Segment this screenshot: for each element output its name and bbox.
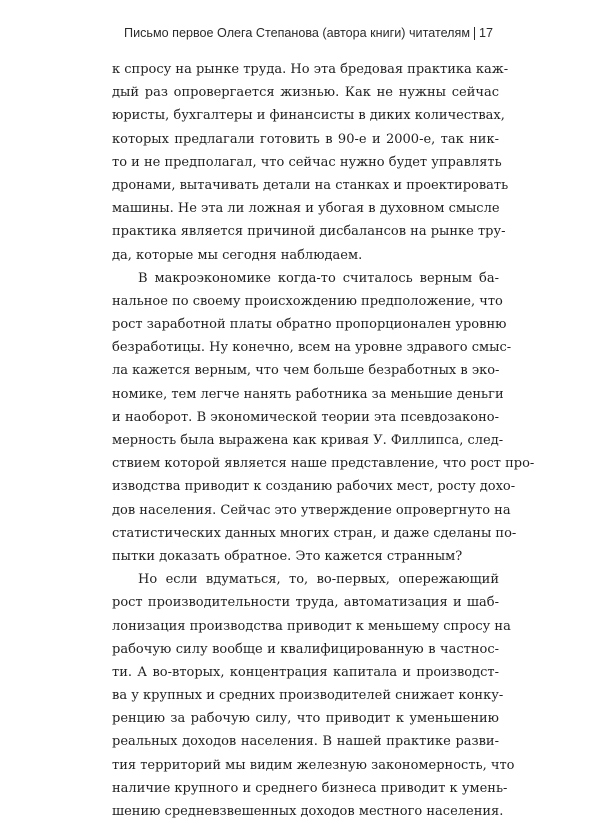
running-header (124, 26, 493, 40)
body-text (112, 58, 535, 823)
page-number: 17 (478, 26, 493, 40)
header-separator (474, 27, 475, 40)
text-line: ти. А во-вторых, концентрация капитала и производст- (112, 664, 499, 680)
text-line: номике, тем легче нанять работника за меньшие деньги (112, 386, 504, 402)
text-line: шению средневзвешенных доходов местного населения. (112, 804, 504, 819)
text-line: дый раз опровергается жизнью. Как не нужны сейчас (112, 85, 499, 101)
text-line: мерность была выражена как кривая У. Филлипса, след- (112, 433, 504, 448)
text-line: изводства приводит к созданию рабочих мест, росту дохо- (112, 479, 516, 495)
text-line: которых предлагали готовить в 90-е и 2000-е, так ник- (112, 131, 499, 147)
text-line: Но если вдуматься, то, во-первых, опережающий (138, 572, 499, 588)
paragraph (112, 568, 515, 823)
text-line: практика является причиной дисбалансов на рынке тру- (112, 224, 506, 240)
text-line: тия территорий мы видим железную закономерность, что (112, 757, 515, 773)
text-line: наличие крупного и среднего бизнеса приводит к умень- (112, 780, 508, 796)
text-line: ва у крупных и средних производителей снижает конку- (112, 688, 504, 704)
text-line: то и не предполагал, что сейчас нужно будет управлять (112, 154, 502, 170)
text-line: да, которые мы сегодня наблюдаем. (112, 247, 363, 263)
text-line: юристы, бухгалтеры и финансисты в диких количествах, (112, 108, 505, 124)
text-line: нальное по своему происхождению предположение, что (112, 293, 503, 309)
header-title: Письмо первое Олега Степанова (автора книги) читателям (124, 26, 470, 40)
text-line: дов населения. Сейчас это утверждение опровергнуто на (112, 502, 511, 518)
text-line: ствием которой является наше представление, что рост про- (112, 456, 535, 472)
text-line: машины. Не эта ли ложная и убогая в духовном смысле (112, 201, 500, 217)
text-line: безработицы. Ну конечно, всем на уровне здравого смыс- (112, 340, 512, 356)
text-line: лонизация производства приводит к меньшему спросу на (112, 618, 511, 634)
text-line: пытки доказать обратное. Это кажется странным? (112, 548, 463, 564)
text-line: рост заработной платы обратно пропорционален уровню (112, 317, 507, 333)
text-line: ренцию за рабочую силу, что приводит к уменьшению (112, 711, 499, 727)
paragraph (112, 267, 535, 568)
text-line: и наоборот. В экономической теории эта псевдозаконо- (112, 409, 499, 425)
text-line: дронами, вытачивать детали на станках и проектировать (112, 177, 509, 193)
text-line: статистических данных многих стран, и даже сделаны по- (112, 525, 517, 541)
text-line: рабочую силу вообще и квалифицированную в частнос- (112, 641, 499, 657)
text-line: ла кажется верным, что чем больше безработных в эко- (112, 363, 500, 379)
text-line: В макроэкономике когда-то считалось верным ба- (138, 270, 499, 286)
text-line: к спросу на рынке труда. Но эта бредовая практика каж- (112, 62, 509, 77)
text-line: рост производительности труда, автоматизация и шаб- (112, 595, 499, 611)
text-line: реальных доходов населения. В нашей практике разви- (112, 734, 499, 750)
paragraph (112, 58, 509, 267)
